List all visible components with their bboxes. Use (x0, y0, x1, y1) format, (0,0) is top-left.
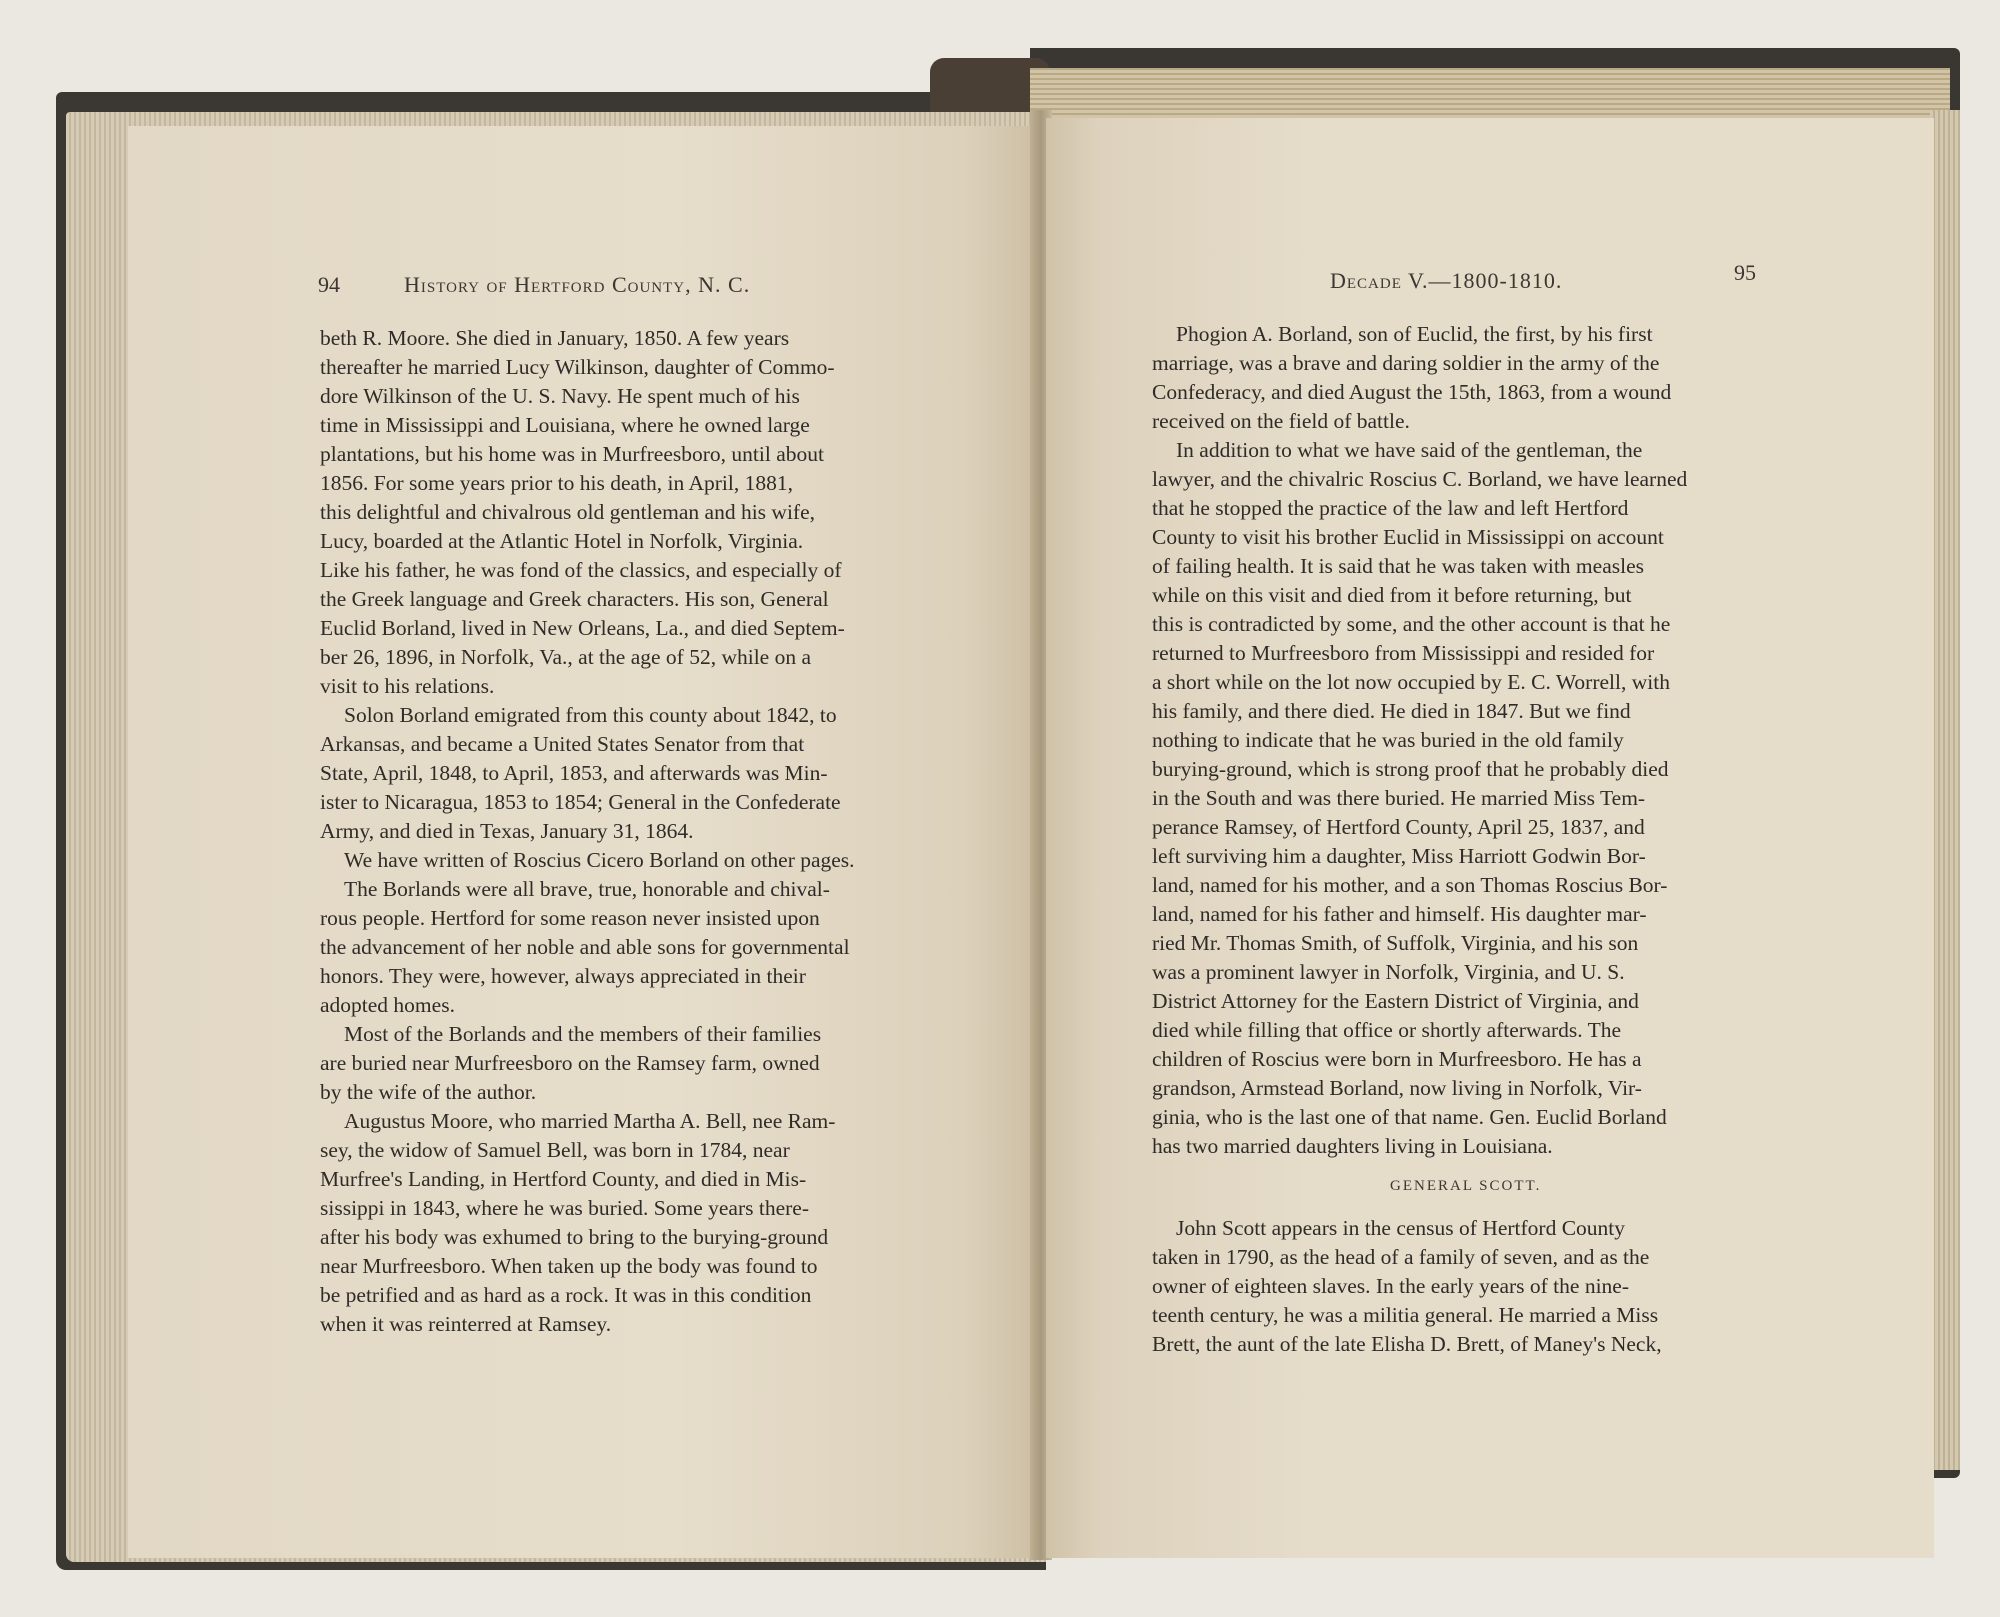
text-line: by the wife of the author. (320, 1080, 537, 1104)
text-line: District Attorney for the Eastern District of Virginia, and (1152, 989, 1639, 1013)
text-line: left surviving him a daughter, Miss Harriott Godwin Bor- (1152, 844, 1646, 868)
text-line: marriage, was a brave and daring soldier in the army of the (1152, 351, 1660, 375)
text-line: honors. They were, however, always appreciated in their (320, 964, 806, 988)
text-line: has two married daughters living in Louisiana. (1152, 1134, 1553, 1158)
left-running-head: History of Hertford County, N. C. (404, 272, 751, 297)
text-line: The Borlands were all brave, true, honorable and chival- (344, 877, 830, 901)
text-line: this is contradicted by some, and the other account is that he (1152, 612, 1671, 636)
text-line: sissippi in 1843, where he was buried. Some years there- (320, 1196, 810, 1220)
text-line: children of Roscius were born in Murfreesboro. He has a (1152, 1047, 1642, 1071)
text-line: Solon Borland emigrated from this county about 1842, to (344, 703, 837, 727)
text-line: owner of eighteen slaves. In the early years of the nine- (1152, 1274, 1629, 1298)
left-page (128, 126, 1036, 1558)
text-line: We have written of Roscius Cicero Borland on other pages. (344, 848, 855, 872)
text-line: adopted homes. (320, 993, 455, 1017)
text-line: Murfree's Landing, in Hertford County, and died in Mis- (320, 1167, 807, 1191)
text-line: Lucy, boarded at the Atlantic Hotel in Norfolk, Virginia. (320, 529, 804, 553)
text-line: was a prominent lawyer in Norfolk, Virginia, and U. S. (1152, 960, 1625, 984)
text-line: ried Mr. Thomas Smith, of Suffolk, Virginia, and his son (1152, 931, 1639, 955)
text-line: 1856. For some years prior to his death, in April, 1881, (320, 471, 793, 495)
text-line: after his body was exhumed to bring to the burying-ground (320, 1225, 829, 1249)
text-line: plantations, but his home was in Murfreesboro, until about (320, 442, 824, 466)
right-running-head: Decade V.—1800-1810. (1330, 268, 1563, 293)
text-line: ber 26, 1896, in Norfolk, Va., at the age of 52, while on a (320, 645, 812, 669)
right-page (1046, 118, 1934, 1558)
text-line: thereafter he married Lucy Wilkinson, daughter of Commo- (320, 355, 835, 379)
text-line: while on this visit and died from it before returning, but (1152, 583, 1632, 607)
text-line: of failing health. It is said that he was taken with measles (1152, 554, 1644, 578)
text-line: burying-ground, which is strong proof that he probably died (1152, 757, 1669, 781)
text-line: time in Mississippi and Louisiana, where he owned large (320, 413, 810, 437)
text-line: returned to Murfreesboro from Mississippi and resided for (1152, 641, 1655, 665)
text-line: County to visit his brother Euclid in Mississippi on account (1152, 525, 1664, 549)
text-line: Most of the Borlands and the members of their families (344, 1022, 822, 1046)
text-line: beth R. Moore. She died in January, 1850. A few years (320, 326, 790, 350)
text-line: a short while on the lot now occupied by E. C. Worrell, with (1152, 670, 1670, 694)
text-line: Like his father, he was fond of the classics, and especially of (320, 558, 842, 582)
text-line: sey, the widow of Samuel Bell, was born in 1784, near (320, 1138, 790, 1162)
text-line: ginia, who is the last one of that name. Gen. Euclid Borland (1152, 1105, 1667, 1129)
text-line: Phogion A. Borland, son of Euclid, the first, by his first (1176, 322, 1653, 346)
text-line: dore Wilkinson of the U. S. Navy. He spent much of his (320, 384, 800, 408)
text-line: died while filling that office or shortly afterwards. The (1152, 1018, 1622, 1042)
text-line: near Murfreesboro. When taken up the body was found to (320, 1254, 818, 1278)
text-line: ister to Nicaragua, 1853 to 1854; General in the Confederate (320, 790, 841, 814)
text-line: Confederacy, and died August the 15th, 1863, from a wound (1152, 380, 1672, 404)
text-line: be petrified and as hard as a rock. It was in this condition (320, 1283, 812, 1307)
section-heading: GENERAL SCOTT. (1390, 1178, 1542, 1194)
text-line: are buried near Murfreesboro on the Ramsey farm, owned (320, 1051, 820, 1075)
text-line: grandson, Armstead Borland, now living in Norfolk, Vir- (1152, 1076, 1642, 1100)
text-line: land, named for his father and himself. His daughter mar- (1152, 902, 1647, 926)
text-line: Euclid Borland, lived in New Orleans, La., and died Septem- (320, 616, 845, 640)
text-line: Augustus Moore, who married Martha A. Bell, nee Ram- (344, 1109, 836, 1133)
text-line: his family, and there died. He died in 1847. But we find (1152, 699, 1631, 723)
text-line: this delightful and chivalrous old gentleman and his wife, (320, 500, 815, 524)
text-line: that he stopped the practice of the law and left Hertford (1152, 496, 1629, 520)
text-line: taken in 1790, as the head of a family of seven, and as the (1152, 1245, 1650, 1269)
text-line: State, April, 1848, to April, 1853, and afterwards was Min- (320, 761, 828, 785)
left-page-number: 94 (318, 272, 340, 297)
text-line: rous people. Hertford for some reason never insisted upon (320, 906, 820, 930)
text-line: teenth century, he was a militia general. He married a Miss (1152, 1303, 1659, 1327)
text-line: Arkansas, and became a United States Senator from that (320, 732, 805, 756)
text-line: lawyer, and the chivalric Roscius C. Borland, we have learned (1152, 467, 1688, 491)
text-line: John Scott appears in the census of Hertford County (1176, 1216, 1626, 1240)
text-line: In addition to what we have said of the gentleman, the (1176, 438, 1643, 462)
text-line: land, named for his mother, and a son Thomas Roscius Bor- (1152, 873, 1668, 897)
right-page-number: 95 (1734, 260, 1756, 285)
text-line: perance Ramsey, of Hertford County, April 25, 1837, and (1152, 815, 1645, 839)
text-line: Army, and died in Texas, January 31, 1864. (320, 819, 694, 843)
text-line: visit to his relations. (320, 674, 495, 698)
text-line: when it was reinterred at Ramsey. (320, 1312, 612, 1336)
text-line: the Greek language and Greek characters. His son, General (320, 587, 829, 611)
text-line: nothing to indicate that he was buried in the old family (1152, 728, 1624, 752)
text-line: the advancement of her noble and able sons for governmental (320, 935, 850, 959)
text-line: received on the field of battle. (1152, 409, 1410, 433)
page-edges-right (1930, 110, 1960, 1470)
text-line: Brett, the aunt of the late Elisha D. Brett, of Maney's Neck, (1152, 1332, 1662, 1356)
text-line: in the South and was there buried. He married Miss Tem- (1152, 786, 1646, 810)
